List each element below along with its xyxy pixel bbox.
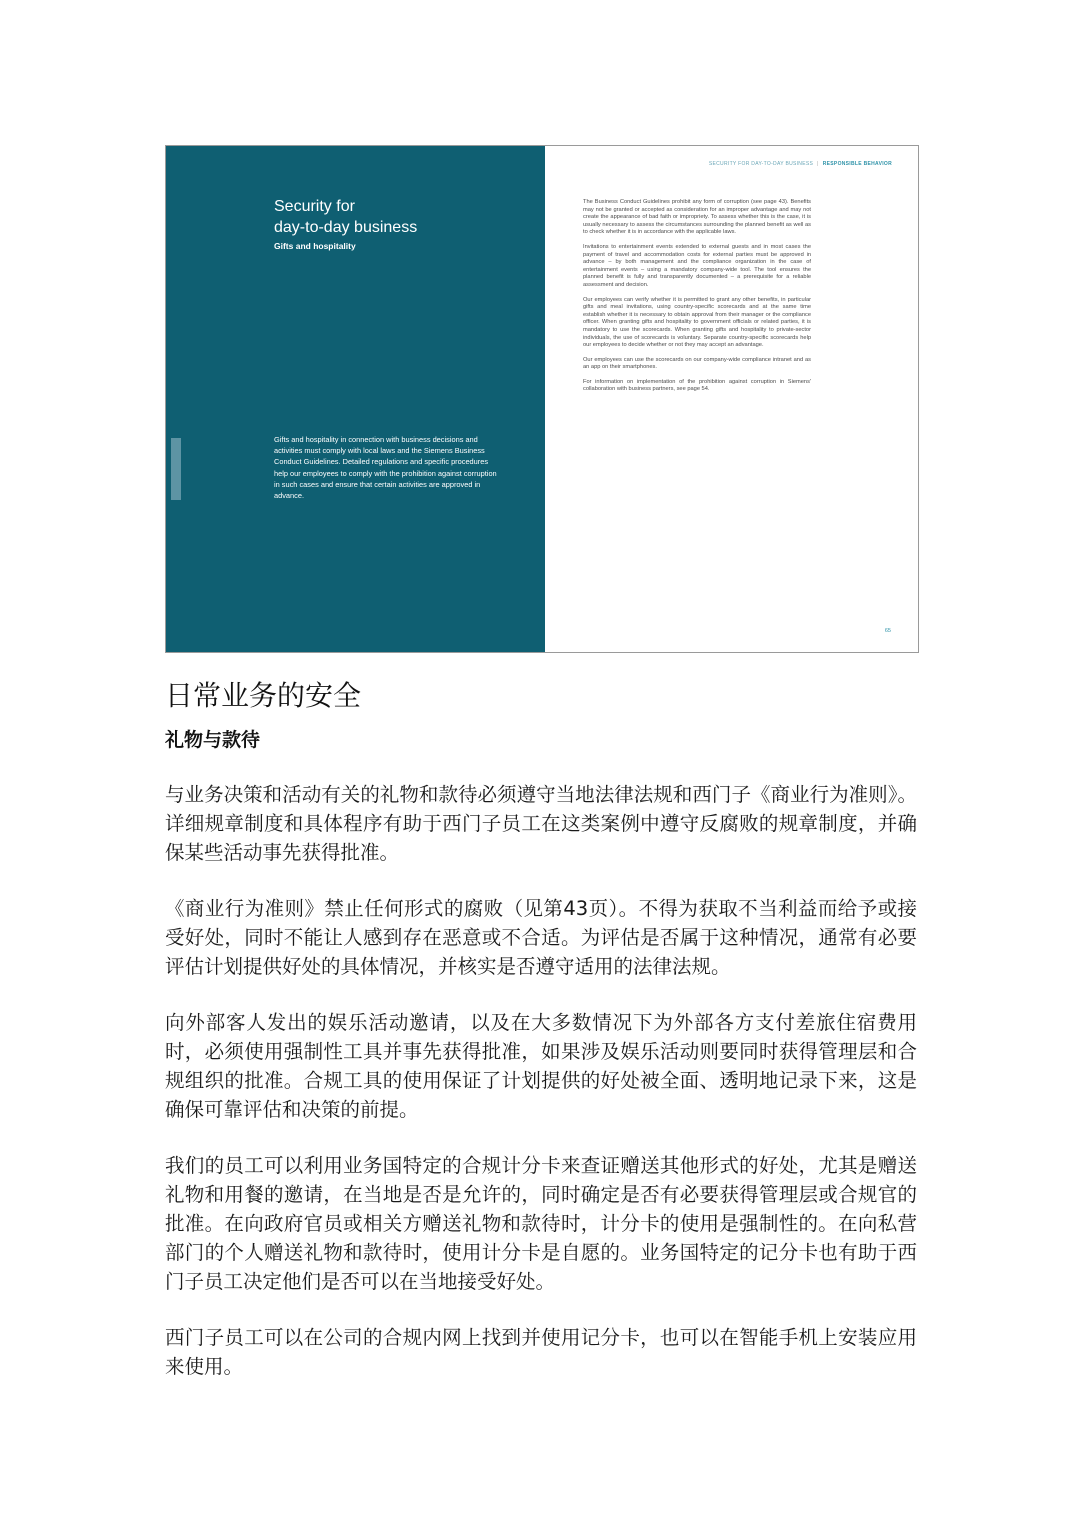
running-head-separator: | [817,161,819,167]
brochure-paragraph: For information on implementation of the prohibition against corruption in Siemens' collaboration with business partners, see page 54. [583,378,811,393]
brochure-subtitle: Gifts and hospitality [274,241,356,251]
brochure-title [274,196,514,238]
translation-paragraph: 《商业行为准则》禁止任何形式的腐败（见第43页）。不得为获取不当利益而给予或接受好处，同时不能让人感到存在恶意或不合适。为评估是否属于这种情况，通常有必要评估计划提供好处的具体情况，并核实是否遵守适用的法律法规。 [165,897,917,978]
brochure-left-page [166,146,545,652]
brochure-right-page [545,146,918,652]
brochure-paragraph: Our employees can verify whether it is permitted to grant any other benefits, in particular gifts and meal invitations, using country-specific scorecards and at the same time establish whether it is necessary to obtain approval from their manager or the compliance officer. When granting gifts and hospitality to government officials or related parties, it is mandatory to use the scorecards. When granting gifts and hospitality to private-sector individuals, the use of scorecards is voluntary. Separate country-specific scorecards help our employees to decide whether or not they may accept an advantage. [583,296,811,349]
translation-paragraph: 我们的员工可以利用业务国特定的合规计分卡来查证赠送其他形式的好处，尤其是赠送礼物和用餐的邀请，在当地是否是允许的，同时确定是否有必要获得管理层或合规官的批准。在向政府官员或相关方赠送礼物和款待时，计分卡的使用是强制性的。在向私营部门的个人赠送礼物和款待时，使用计分卡是自愿的。业务国特定的记分卡也有助于西门子员工决定他们是否可以在当地接受好处。 [165,1154,917,1293]
brochure-paragraph: The Business Conduct Guidelines prohibit any form of corruption (see page 43). Benefits may not be granted or accepted as consideration for an improper advantage and may not create the appearance of bad faith or impropriety. To assess whether this is the case, it is usually necessary to assess the circumstances surrounding the planned benefit as well as to check whether it is in accordance with the applicable laws. [583,199,811,236]
brochure-body-column [583,199,811,401]
running-head-section: RESPONSIBLE BEHAVIOR [822,161,892,167]
translation-body [165,780,917,1408]
translation-title: 日常业务的安全 [165,679,362,712]
running-head-title: SECURITY FOR DAY-TO-DAY BUSINESS [708,161,814,167]
translation-subtitle: 礼物与款待 [165,729,261,751]
brochure-title-line1: Security for [274,198,355,215]
running-head [709,161,892,167]
page-number: 65 [884,628,891,634]
brochure-spread-image [165,145,919,653]
brochure-paragraph: Our employees can use the scorecards on our company-wide compliance intranet and as an app on their smartphones. [583,356,811,371]
brochure-intro-text: Gifts and hospitality in connection with business decisions and activities must comply with local laws and the Siemens Business Conduct Guidelines. Detailed regulations and specific procedures help our employees to comply with the prohibition against corruption in such cases and ensure that certain activities are approved in advance. [274,435,497,501]
brochure-paragraph: Invitations to entertainment events extended to external guests and in most cases the payment of travel and accommodation costs for external parties must be approved in advance – by both management and the compliance organization in the case of entertainment events – using a mandatory company-wide tool. The tool ensures the planned benefit is fully and transparently documented – a prerequisite for a reliable assessment and decision. [583,243,811,288]
translation-paragraph: 与业务决策和活动有关的礼物和款待必须遵守当地法律法规和西门子《商业行为准则》。详细规章制度和具体程序有助于西门子员工在这类案例中遵守反腐败的规章制度，并确保某些活动事先获得批准。 [165,783,917,864]
brochure-title-line2: day-to-day business [274,219,418,236]
accent-bar [171,438,181,500]
translation-paragraph: 西门子员工可以在公司的合规内网上找到并使用记分卡，也可以在智能手机上安装应用来使用。 [165,1326,917,1378]
translation-paragraph: 向外部客人发出的娱乐活动邀请，以及在大多数情况下为外部各方支付差旅住宿费用时，必须使用强制性工具并事先获得批准，如果涉及娱乐活动则要同时获得管理层和合规组织的批准。合规工具的使用保证了计划提供的好处被全面、透明地记录下来，这是确保可靠评估和决策的前提。 [165,1011,917,1121]
